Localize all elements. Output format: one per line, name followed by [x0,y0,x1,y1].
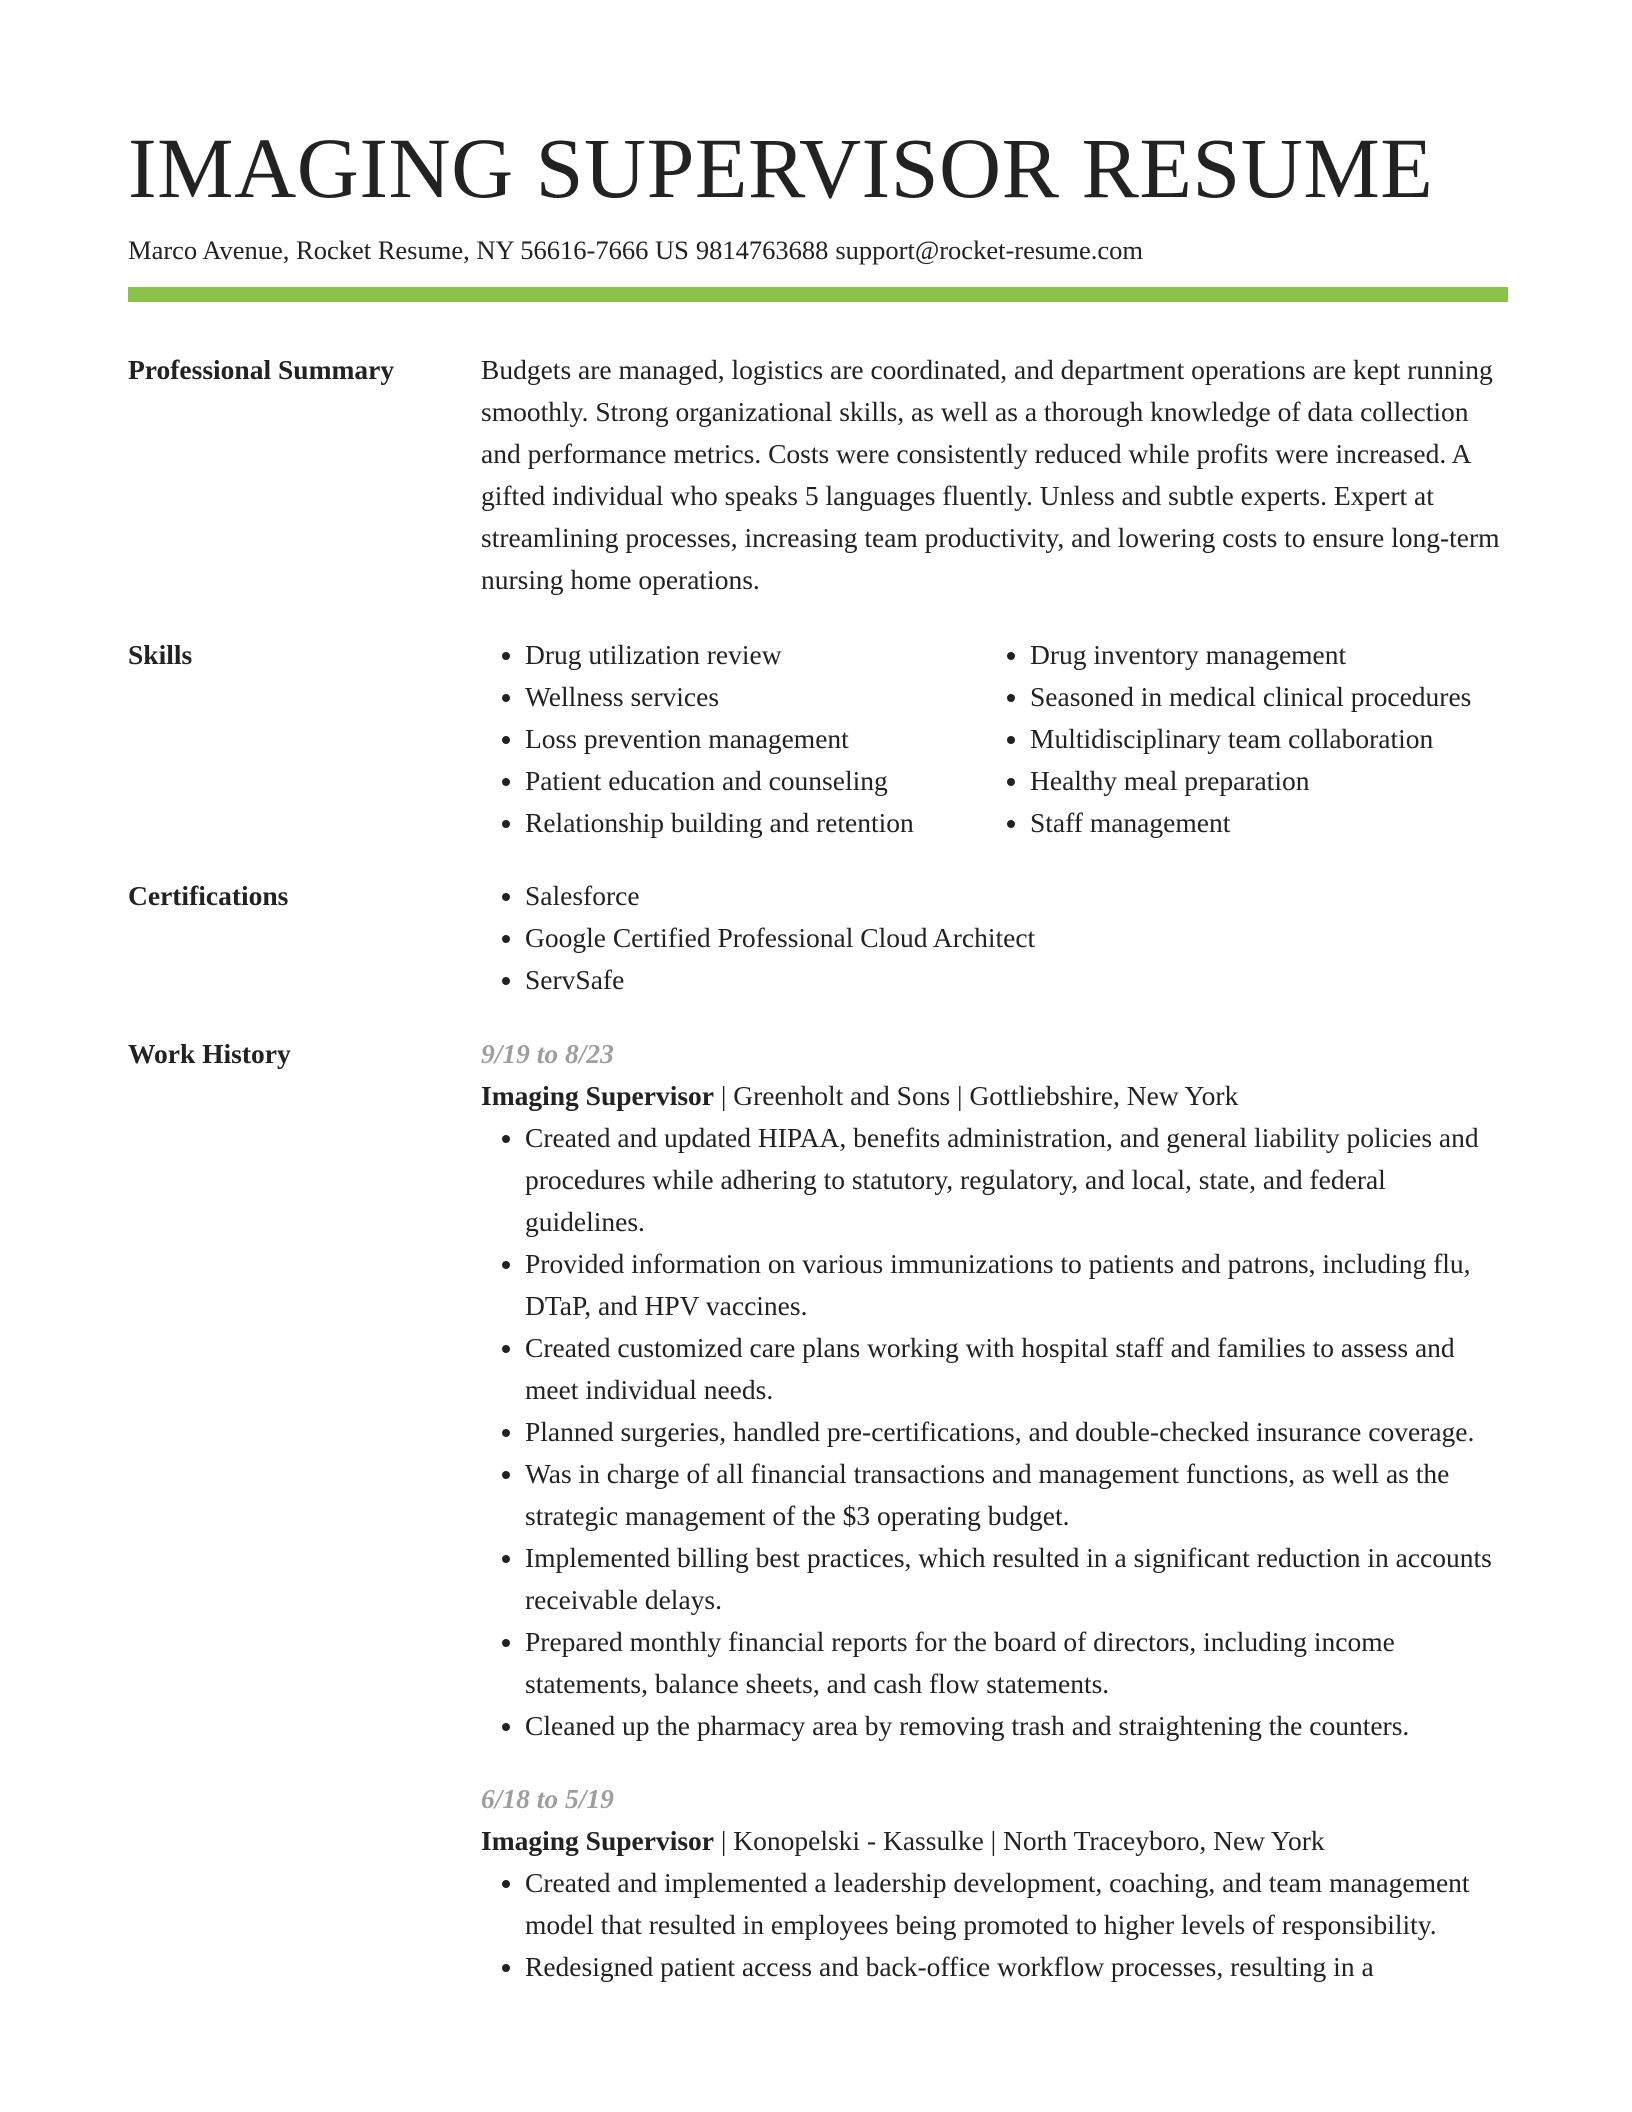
job-dates: 6/18 to 5/19 [481,1783,614,1814]
certification-item: • Google Certified Professional Cloud Architect [525,917,1508,959]
skill-item: • Multidisciplinary team collaboration [1030,718,1550,760]
skill-item: • Relationship building and retention [525,802,1025,844]
work-history-content [481,1033,1508,1988]
job-details: | Konopelski - Kassulke | North Traceyboro, New York [714,1825,1325,1856]
contact-email: support@rocket-resume.com [835,235,1144,265]
resume-title: IMAGING SUPERVISOR RESUME [128,120,1434,216]
skill-item: • Seasoned in medical clinical procedures [1030,676,1550,718]
job-bullet: • Cleaned up the pharmacy area by removing trash and straightening the counters. [525,1705,1508,1747]
job-bullet: • Redesigned patient access and back-office workflow processes, resulting in a [525,1946,1508,1988]
contact-line [128,232,1143,268]
job-entry [481,1033,1508,1747]
job-title-line [481,1820,1508,1862]
header-accent-rule [128,287,1508,302]
job-bullets [481,1117,1508,1747]
contact-address: Marco Avenue, Rocket Resume, NY 56616-7666 US [128,235,689,265]
job-bullet: • Created and updated HIPAA, benefits administration, and general liability policies and procedures while adhering to statutory, regulatory, and local, state, and federal guidelines. [525,1117,1508,1243]
certifications-list [481,875,1508,1001]
certification-item: • ServSafe [525,959,1508,1001]
job-bullet: • Planned surgeries, handled pre-certifications, and double-checked insurance coverage. [525,1411,1508,1453]
job-details: | Greenholt and Sons | Gottliebshire, New York [714,1080,1239,1111]
skill-item: • Drug inventory management [1030,634,1550,676]
skill-item: • Loss prevention management [525,718,1025,760]
skills-column-2 [986,634,1550,844]
summary-label: Professional Summary [128,354,395,385]
job-role: Imaging Supervisor [481,1080,715,1111]
skill-item: • Patient education and counseling [525,760,1025,802]
skill-item: • Staff management [1030,802,1550,844]
contact-phone: 9814763688 [695,235,829,265]
job-bullet: • Prepared monthly financial reports for the board of directors, including income statements, balance sheets, and cash flow statements. [525,1621,1508,1705]
skills-content [481,634,1508,844]
job-bullet: • Implemented billing best practices, which resulted in a significant reduction in accounts receivable delays. [525,1537,1508,1621]
job-dates: 9/19 to 8/23 [481,1038,614,1069]
certifications-label: Certifications [128,880,289,911]
job-bullet: • Provided information on various immunizations to patients and patrons, including flu, DTaP, and HPV vaccines. [525,1243,1508,1327]
job-entry [481,1778,1508,1988]
summary-text: Budgets are managed, logistics are coordinated, and department operations are kept running smoothly. Strong organizational skills, as well as a thorough knowledge of data collection and performance metrics. Costs were consistently reduced while profits were increased. A gifted individual who speaks 5 languages fluently. Unless and subtle experts. Expert at streamlining processes, increasing team productivity, and lowering costs to ensure long-term nursing home operations. [481,354,1500,595]
summary-content [481,349,1508,601]
job-role: Imaging Supervisor [481,1825,715,1856]
job-bullets [481,1862,1508,1988]
skill-item: • Wellness services [525,676,1025,718]
job-title-line [481,1075,1508,1117]
job-bullet: • Was in charge of all financial transactions and management functions, as well as the strategic management of the $3 operating budget. [525,1453,1508,1537]
skill-item: • Healthy meal preparation [1030,760,1550,802]
job-bullet: • Created customized care plans working with hospital staff and families to assess and meet individual needs. [525,1327,1508,1411]
certification-item: • Salesforce [525,875,1508,917]
job-bullet: • Created and implemented a leadership development, coaching, and team management model that resulted in employees being promoted to higher levels of responsibility. [525,1862,1508,1946]
skill-item: • Drug utilization review [525,634,1025,676]
work-history-label: Work History [128,1038,291,1069]
certifications-content [481,875,1508,1001]
skills-label: Skills [128,639,193,670]
skills-column-1 [481,634,1025,844]
